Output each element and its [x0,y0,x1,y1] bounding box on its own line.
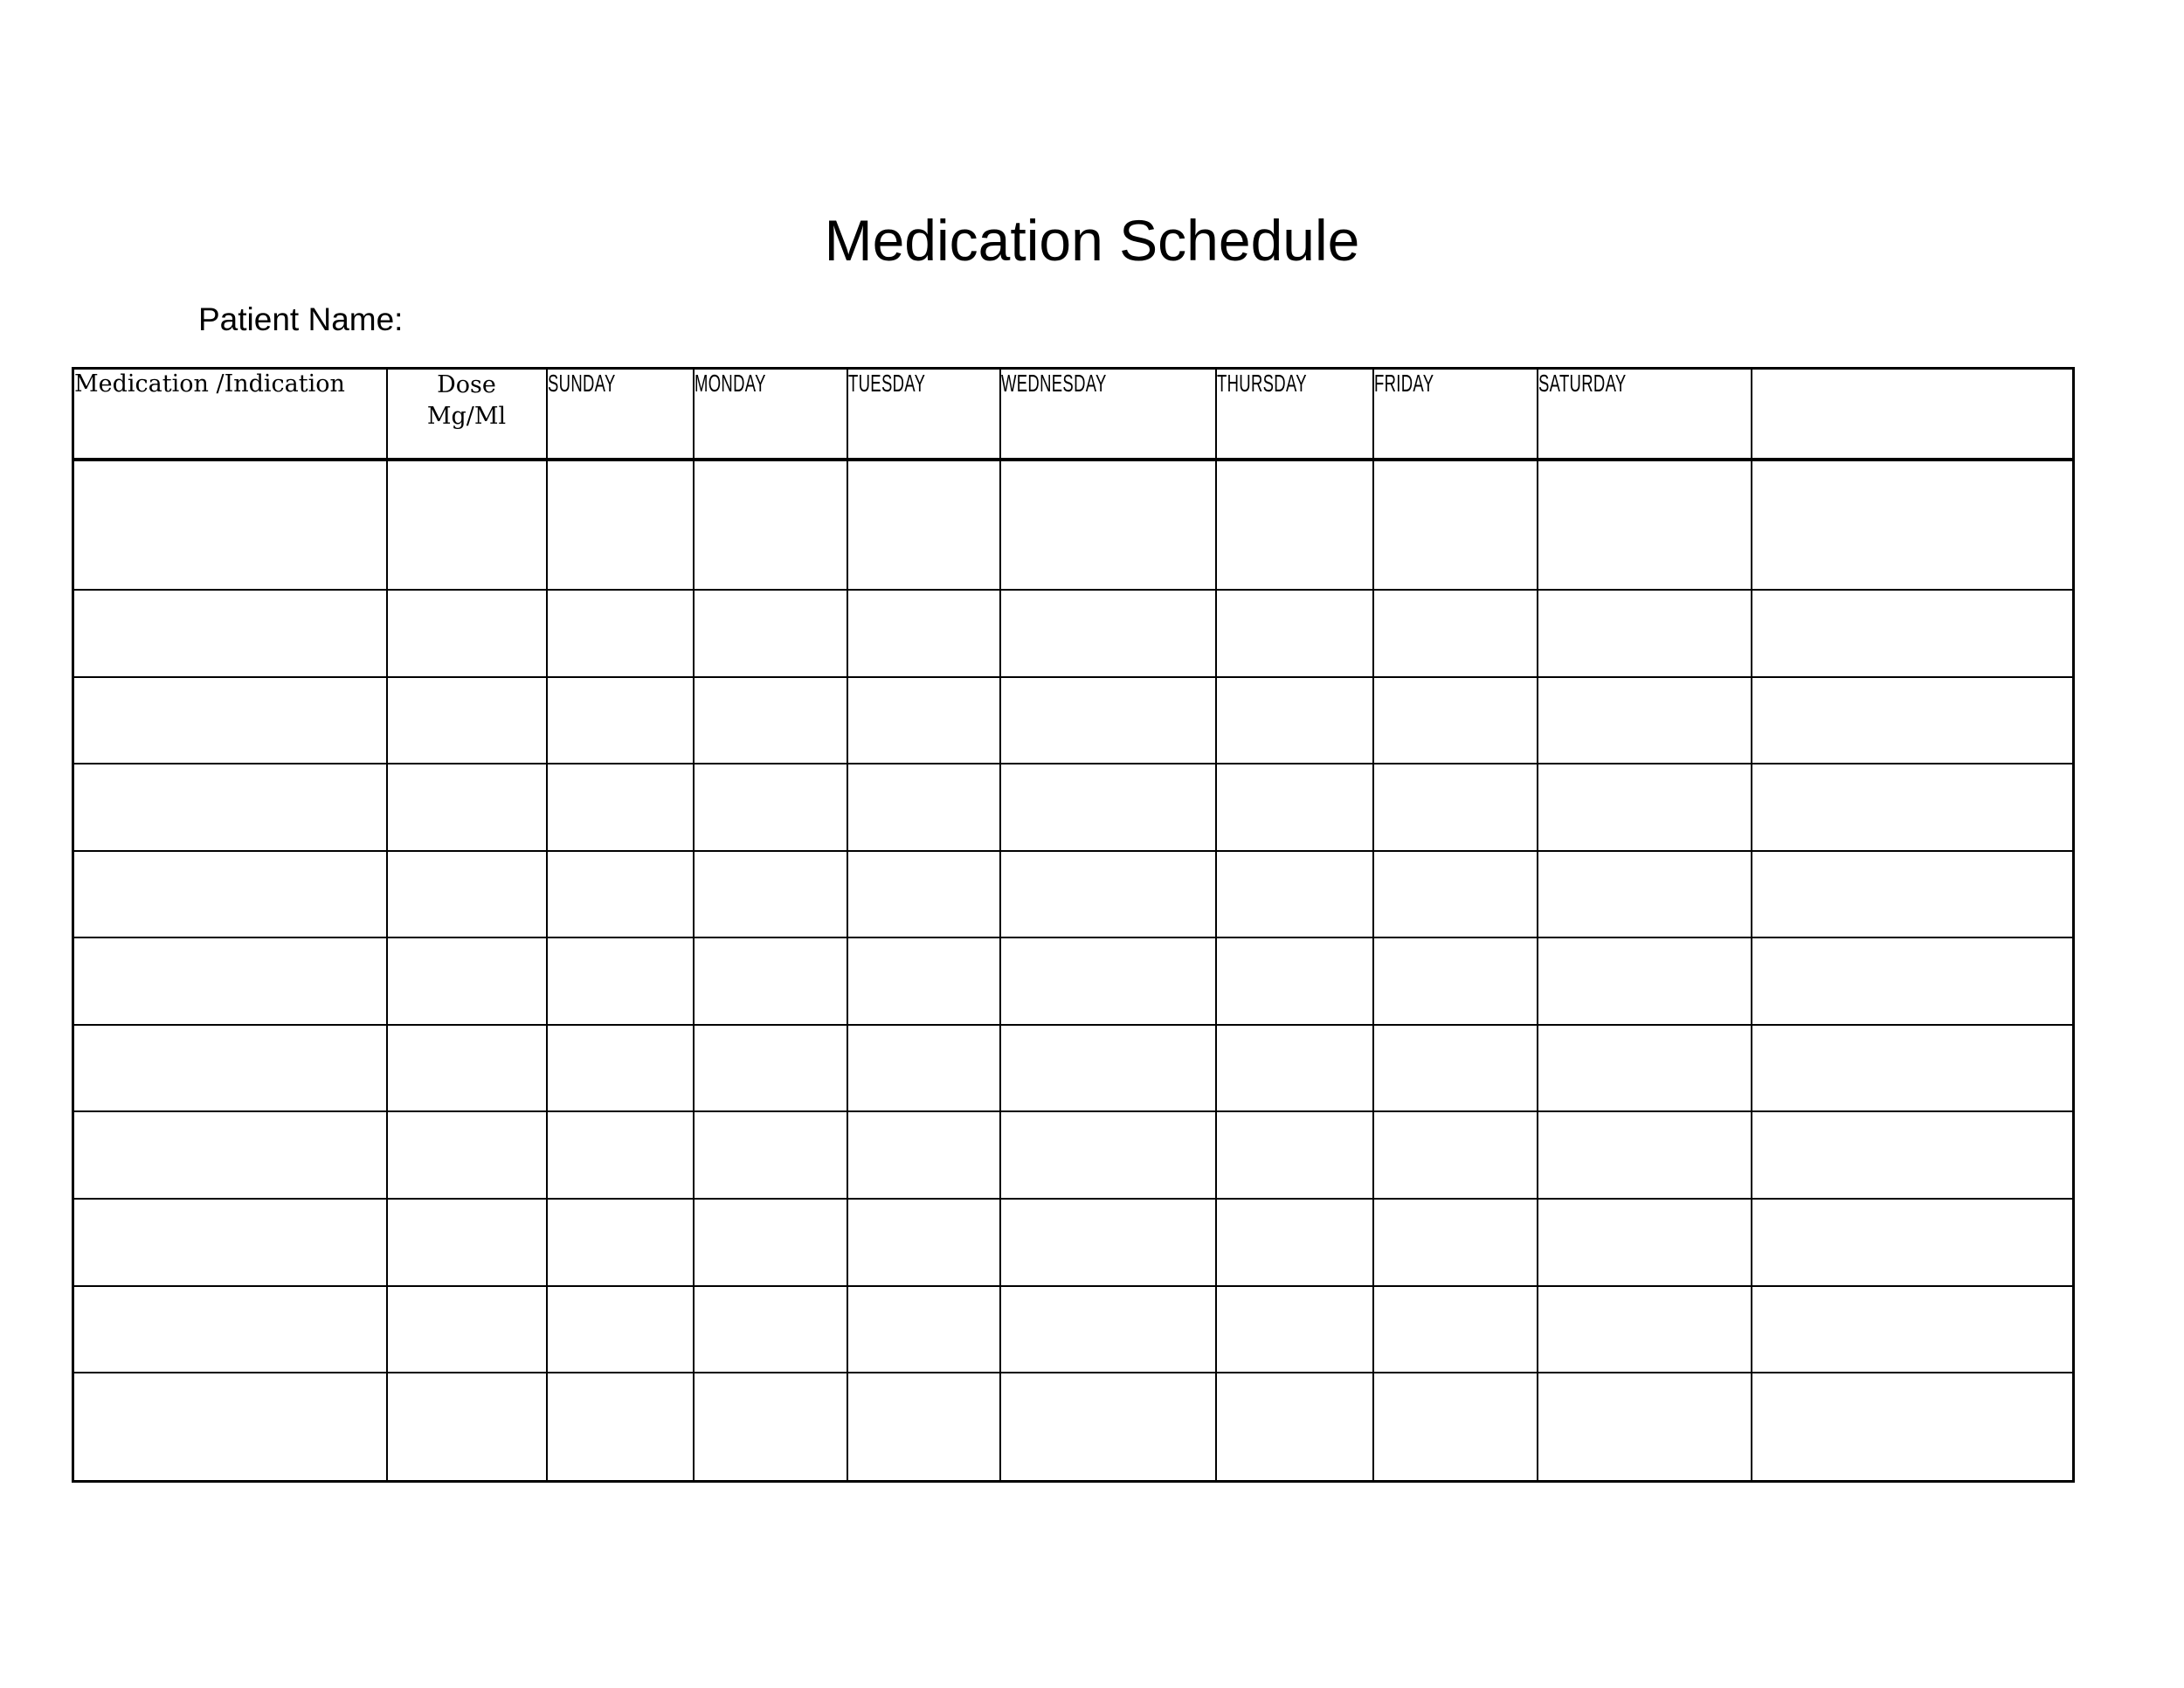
empty-cell-saturday [1538,1373,1752,1481]
patient-name-label: Patient Name: [198,301,404,337]
empty-cell-friday [1373,1286,1538,1373]
empty-cell-monday [694,677,847,764]
empty-cell-sunday [547,677,694,764]
column-header-monday [694,369,847,460]
empty-cell-thursday [1216,677,1373,764]
table-row [73,764,2074,851]
empty-cell-saturday [1538,851,1752,938]
empty-cell-dose [387,590,547,677]
table-row [73,1286,2074,1373]
empty-cell-tuesday [847,460,1000,590]
column-header-label: THURSDAY [1216,370,1307,397]
empty-cell-extra [1752,460,2074,590]
empty-cell-extra [1752,1286,2074,1373]
empty-cell-monday [694,764,847,851]
empty-cell-wednesday [1000,851,1216,938]
empty-cell-thursday [1216,851,1373,938]
empty-cell-medication-indication [73,460,387,590]
empty-cell-thursday [1216,1373,1373,1481]
empty-cell-medication-indication [73,677,387,764]
empty-cell-medication-indication [73,1111,387,1199]
empty-cell-thursday [1216,937,1373,1025]
empty-cell-sunday [547,460,694,590]
empty-cell-medication-indication [73,1286,387,1373]
empty-cell-friday [1373,764,1538,851]
empty-cell-dose [387,937,547,1025]
empty-cell-sunday [547,1286,694,1373]
empty-cell-tuesday [847,851,1000,938]
empty-cell-dose [387,1111,547,1199]
empty-cell-thursday [1216,764,1373,851]
empty-cell-wednesday [1000,1111,1216,1199]
empty-cell-extra [1752,1025,2074,1112]
column-header-label: Dose [437,371,496,398]
empty-cell-extra [1752,764,2074,851]
empty-cell-medication-indication [73,1373,387,1481]
table-row [73,1025,2074,1112]
empty-cell-extra [1752,1111,2074,1199]
empty-cell-friday [1373,937,1538,1025]
column-header-label: WEDNESDAY [1000,370,1107,397]
empty-cell-wednesday [1000,1286,1216,1373]
column-header-sunday [547,369,694,460]
empty-cell-monday [694,1286,847,1373]
empty-cell-extra [1752,937,2074,1025]
empty-cell-friday [1373,851,1538,938]
empty-cell-medication-indication [73,851,387,938]
empty-cell-tuesday [847,1286,1000,1373]
empty-cell-friday [1373,1111,1538,1199]
empty-cell-tuesday [847,764,1000,851]
table-row [73,1111,2074,1199]
empty-cell-dose [387,1025,547,1112]
empty-cell-friday [1373,1025,1538,1112]
empty-cell-saturday [1538,1199,1752,1286]
empty-cell-saturday [1538,1111,1752,1199]
column-header-medication-indication [73,369,387,460]
empty-cell-sunday [547,590,694,677]
column-header-extra [1752,369,2074,460]
empty-cell-thursday [1216,460,1373,590]
empty-cell-monday [694,1373,847,1481]
empty-cell-dose [387,1286,547,1373]
empty-cell-medication-indication [73,937,387,1025]
empty-cell-sunday [547,1373,694,1481]
page-title: Medication Schedule [824,208,1360,273]
empty-cell-thursday [1216,590,1373,677]
empty-cell-sunday [547,851,694,938]
empty-cell-dose [387,1199,547,1286]
column-header-label: MONDAY [694,370,766,397]
empty-cell-thursday [1216,1111,1373,1199]
empty-cell-saturday [1538,460,1752,590]
column-header-wednesday [1000,369,1216,460]
empty-cell-sunday [547,1025,694,1112]
empty-cell-monday [694,590,847,677]
empty-cell-tuesday [847,937,1000,1025]
empty-cell-extra [1752,590,2074,677]
table-row [73,851,2074,938]
column-header-tuesday [847,369,1000,460]
empty-cell-monday [694,937,847,1025]
empty-cell-thursday [1216,1286,1373,1373]
empty-cell-dose [387,677,547,764]
empty-cell-saturday [1538,590,1752,677]
empty-cell-extra [1752,1199,2074,1286]
empty-cell-dose [387,764,547,851]
empty-cell-wednesday [1000,590,1216,677]
empty-cell-thursday [1216,1025,1373,1112]
table-row [73,460,2074,590]
empty-cell-monday [694,1025,847,1112]
empty-cell-tuesday [847,1373,1000,1481]
column-header-label: Medication /Indication [74,370,345,398]
empty-cell-saturday [1538,1286,1752,1373]
empty-cell-sunday [547,937,694,1025]
empty-cell-tuesday [847,677,1000,764]
empty-cell-tuesday [847,1199,1000,1286]
empty-cell-friday [1373,460,1538,590]
empty-cell-medication-indication [73,1025,387,1112]
table-row [73,937,2074,1025]
column-header-label-line2: Mg/Ml [426,403,507,430]
empty-cell-sunday [547,1111,694,1199]
table-row [73,677,2074,764]
column-header-label: SATURDAY [1538,370,1627,397]
empty-cell-extra [1752,851,2074,938]
medication-schedule-table [72,367,2075,1483]
empty-cell-monday [694,1199,847,1286]
empty-cell-friday [1373,1199,1538,1286]
empty-cell-wednesday [1000,1199,1216,1286]
column-header-label: SUNDAY [547,370,616,397]
empty-cell-medication-indication [73,764,387,851]
empty-cell-dose [387,851,547,938]
empty-cell-saturday [1538,677,1752,764]
table-row [73,1199,2074,1286]
empty-cell-monday [694,1111,847,1199]
empty-cell-saturday [1538,764,1752,851]
empty-cell-monday [694,851,847,938]
empty-cell-extra [1752,677,2074,764]
column-header-label: TUESDAY [847,370,925,397]
column-header-friday [1373,369,1538,460]
table-header-row [73,369,2074,460]
empty-cell-friday [1373,677,1538,764]
column-header-saturday [1538,369,1752,460]
empty-cell-saturday [1538,1025,1752,1112]
empty-cell-sunday [547,1199,694,1286]
empty-cell-sunday [547,764,694,851]
column-header-thursday [1216,369,1373,460]
empty-cell-medication-indication [73,590,387,677]
empty-cell-friday [1373,590,1538,677]
empty-cell-thursday [1216,1199,1373,1286]
table-row [73,1373,2074,1481]
column-header-label: FRIDAY [1373,370,1434,397]
empty-cell-medication-indication [73,1199,387,1286]
empty-cell-dose [387,1373,547,1481]
empty-cell-tuesday [847,590,1000,677]
empty-cell-wednesday [1000,460,1216,590]
empty-cell-wednesday [1000,1373,1216,1481]
empty-cell-wednesday [1000,937,1216,1025]
empty-cell-wednesday [1000,1025,1216,1112]
empty-cell-wednesday [1000,764,1216,851]
empty-cell-wednesday [1000,677,1216,764]
empty-cell-extra [1752,1373,2074,1481]
empty-cell-tuesday [847,1111,1000,1199]
empty-cell-dose [387,460,547,590]
empty-cell-friday [1373,1373,1538,1481]
table-row [73,590,2074,677]
empty-cell-saturday [1538,937,1752,1025]
empty-cell-monday [694,460,847,590]
column-header-dose [387,369,547,460]
empty-cell-tuesday [847,1025,1000,1112]
